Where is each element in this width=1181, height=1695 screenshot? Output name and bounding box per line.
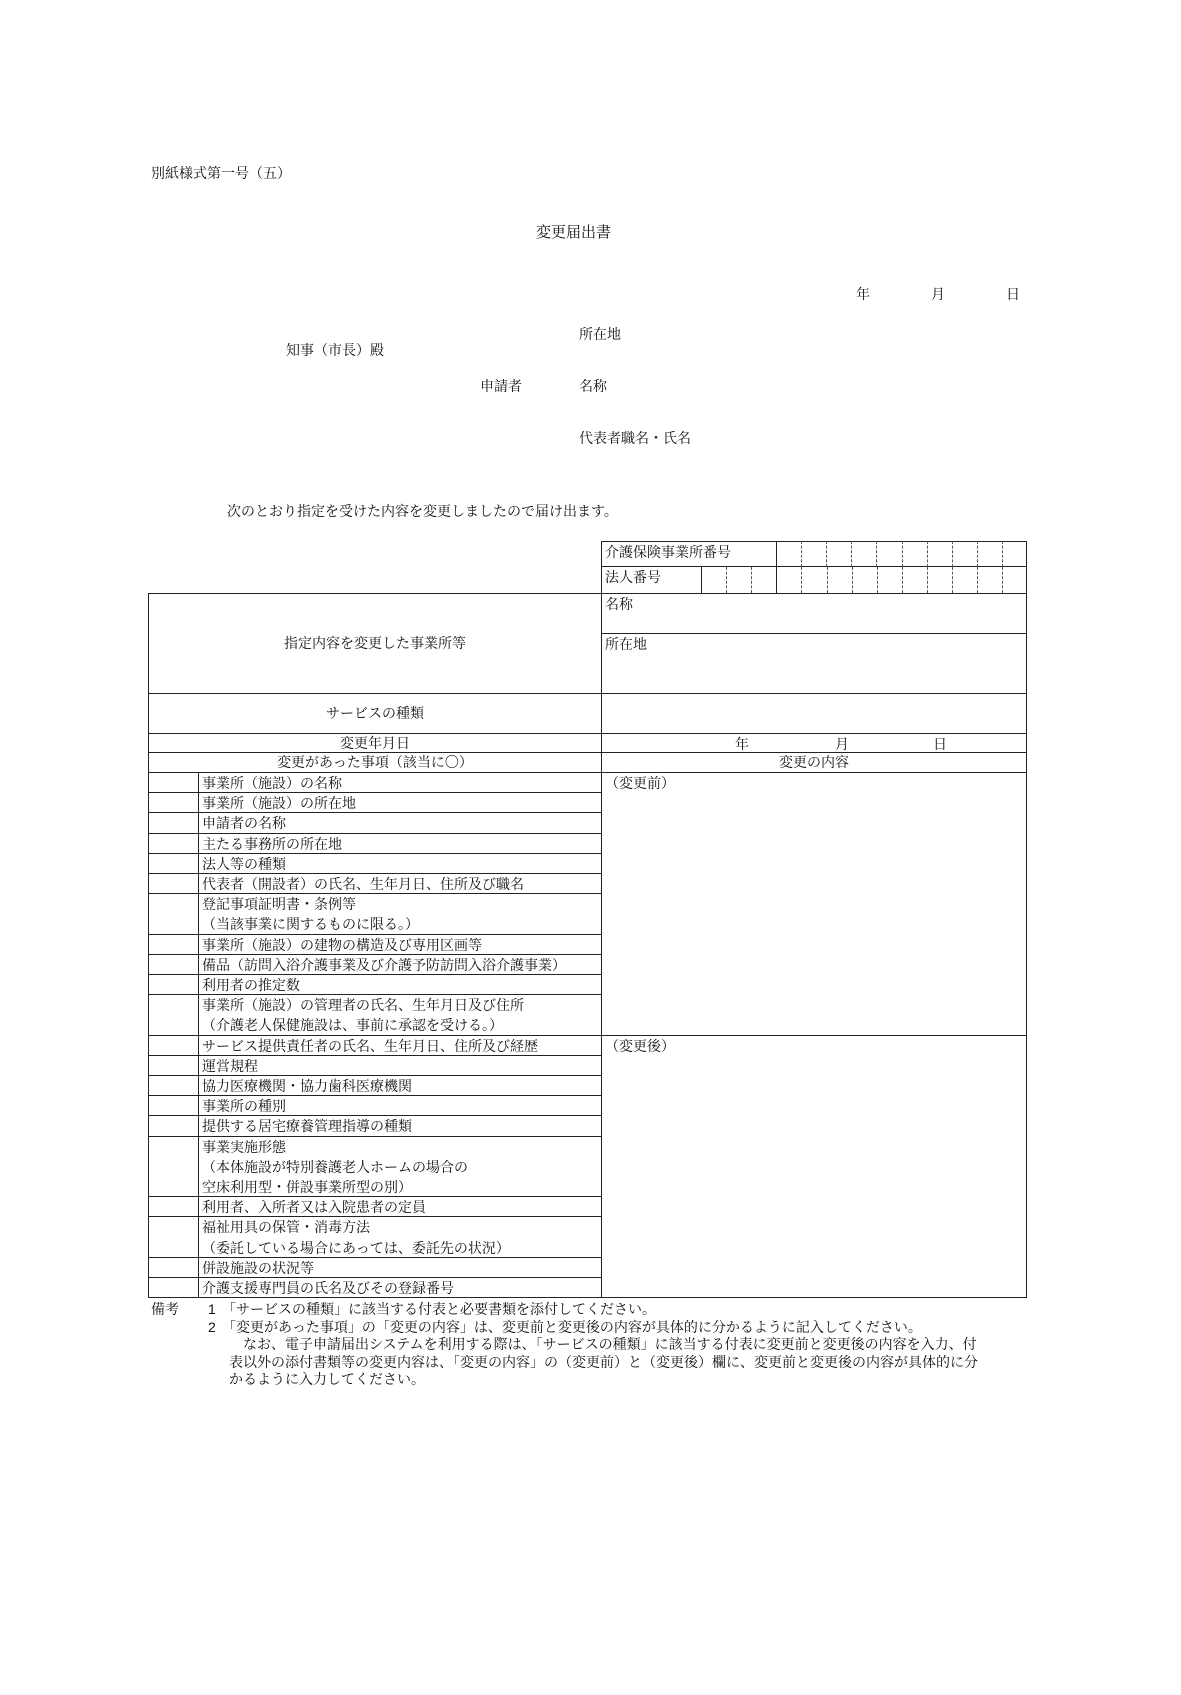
item-check-cell[interactable] [148,853,199,874]
office-name-field[interactable] [601,593,1027,634]
change-item-line: 法人等の種類 [202,855,286,872]
change-item-line: 備品（訪問入浴介護事業及び介護予防訪問入浴介護事業） [202,956,566,973]
items-header: 変更があった事項（該当に〇） [277,754,473,770]
change-item-line: 代表者（開設者）の氏名、生年月日、住所及び職名 [202,876,524,892]
item-check-cell[interactable] [148,1075,199,1096]
item-check-cell[interactable] [148,994,199,1035]
change-item-line: 事業所（施設）の建物の構造及び専用区画等 [202,936,482,953]
digit-cell[interactable] [851,541,876,567]
change-item [198,1257,602,1278]
change-item-line: 福祉用具の保管・消毒方法 [202,1219,370,1236]
digit-cell[interactable] [877,567,902,593]
change-item [198,1115,602,1136]
representative-label: 代表者職名・氏名 [579,430,691,446]
applicant-address-label: 所在地 [579,326,621,342]
before-label: （変更前） [605,775,675,791]
change-item [198,994,602,1035]
item-check-cell[interactable] [148,1257,199,1278]
item-check-cell[interactable] [148,954,199,975]
item-check-cell[interactable] [148,1055,199,1076]
digit-cell[interactable] [977,541,1002,567]
change-date-label: 変更年月日 [340,734,410,751]
remarks-label: 備考 [151,1301,179,1317]
change-item [198,1277,602,1298]
service-type-label: サービスの種類 [326,705,424,721]
remark-line: なお、電子申請届出システムを利用する際は、「サービスの種類」に該当する付表に変更前と変更後の内容を入力、付 [229,1336,977,1352]
digit-cell[interactable] [927,541,952,567]
change-item [198,1075,602,1096]
change-date-field[interactable] [601,733,1027,753]
change-item-line: 利用者、入所者又は入院患者の定員 [202,1199,426,1216]
office-label-cell [148,593,602,694]
digit-cell[interactable] [927,567,952,593]
change-item-line: サービス提供責任者の氏名、生年月日、住所及び経歴 [202,1037,538,1054]
service-type-field[interactable] [601,693,1027,734]
change-item [198,853,602,874]
change-item-line: （当該事業に関するものに限る。） [202,916,419,933]
item-check-cell[interactable] [148,792,199,813]
digit-cell[interactable] [876,541,901,567]
change-item [198,792,602,813]
addressee: 知事（市長）殿 [286,342,384,358]
remark-line: 「サービスの種類」に該当する付表と必要書類を添付してください。 [222,1301,656,1317]
form-id: 別紙様式第一号（五） [151,165,291,181]
change-item [198,1095,602,1116]
digit-cell[interactable] [726,567,751,593]
change-item [198,1196,602,1217]
remark-number: 1 [208,1301,216,1317]
change-item [198,1136,602,1198]
change-item [198,873,602,894]
change-after-field[interactable] [601,1035,1027,1299]
item-check-cell[interactable] [148,1035,199,1056]
change-item-line: 併設施設の状況等 [202,1259,314,1276]
remark-line: 表以外の添付書類等の変更内容は、「変更の内容」の（変更前）と（変更後）欄に、変更前と変更後の内容が具体的に分 [229,1353,978,1370]
change-item-line: 利用者の推定数 [202,977,300,993]
digit-cell[interactable] [902,541,927,567]
items-header-cell [148,752,602,773]
intro-text: 次のとおり指定を受けた内容を変更しましたので届け出ます。 [227,503,618,519]
item-check-cell[interactable] [148,1216,199,1257]
item-check-cell[interactable] [148,893,199,934]
change-item-line: （委託している場合にあっては、委託先の状況） [202,1239,510,1256]
change-date-label-cell [148,733,602,753]
digit-cell[interactable] [1002,567,1027,593]
digit-cell[interactable] [952,567,977,593]
change-item-line: 申請者の名称 [202,815,286,832]
change-item [198,1216,602,1257]
change-item [198,1055,602,1076]
digit-cell[interactable] [852,567,877,593]
change-year-label: 年 [735,736,749,752]
change-item-line: 協力医療機関・協力歯科医療機関 [202,1078,412,1094]
digit-cell[interactable] [826,541,851,567]
change-item [198,1035,602,1056]
digit-cell[interactable] [827,567,852,593]
item-check-cell[interactable] [148,1136,199,1198]
date-day-label: 日 [1006,286,1020,302]
digit-cell[interactable] [776,541,801,567]
item-check-cell[interactable] [148,772,199,793]
item-check-cell[interactable] [148,812,199,833]
digit-cell[interactable] [801,541,826,567]
office-address-label: 所在地 [605,636,647,652]
change-item-line: 事業実施形態 [202,1138,286,1155]
change-before-field[interactable] [601,772,1027,1036]
after-label: （変更後） [605,1037,675,1054]
change-item-line: 事業所（施設）の名称 [202,775,342,791]
remark-line: かるように入力してください。 [229,1371,425,1387]
change-day-label: 日 [933,736,947,752]
change-item-line: （介護老人保健施設は、事前に承認を受ける。） [202,1017,503,1034]
change-item [198,934,602,955]
digit-cell[interactable] [801,567,826,593]
date-year-label: 年 [856,286,870,302]
change-item [198,833,602,854]
office-label: 指定内容を変更した事業所等 [284,635,466,651]
digit-cell[interactable] [751,567,776,593]
digit-cell[interactable] [952,541,977,567]
change-item-line: 登記事項証明書・条例等 [202,896,356,913]
change-item [198,812,602,833]
item-check-cell[interactable] [148,1115,199,1136]
page-title: 変更届出書 [536,224,612,241]
item-check-cell[interactable] [148,934,199,955]
change-item-line: 事業所（施設）の管理者の氏名、生年月日及び住所 [202,997,524,1014]
applicant-name-label: 名称 [579,378,607,394]
change-item-line: 介護支援専門員の氏名及びその登録番号 [202,1280,454,1296]
applicant-label: 申請者 [480,378,522,394]
item-check-cell[interactable] [148,1196,199,1217]
change-item-line: 運営規程 [202,1057,258,1074]
item-check-cell[interactable] [148,873,199,894]
item-check-cell[interactable] [148,1095,199,1116]
item-check-cell[interactable] [148,1277,199,1298]
change-item-line: 主たる事務所の所在地 [202,835,342,852]
item-check-cell[interactable] [148,833,199,854]
change-item-line: 事業所（施設）の所在地 [202,795,356,812]
digit-cell[interactable] [902,567,927,593]
change-month-label: 月 [835,736,849,752]
date-month-label: 月 [931,286,945,302]
change-item-line: 事業所の種別 [202,1098,286,1115]
digit-cell[interactable] [701,567,726,593]
office-address-field[interactable] [601,633,1027,694]
change-item-line: （本体施設が特別養護老人ホームの場合の [202,1158,468,1175]
digit-cell[interactable] [1002,541,1027,567]
remark-line: 「変更があった事項」の「変更の内容」は、変更前と変更後の内容が具体的に分かるように記入してください。 [222,1318,922,1335]
remark-number: 2 [208,1318,216,1335]
change-item-line: 提供する居宅療養管理指導の種類 [202,1118,412,1135]
content-header-cell [601,752,1027,773]
corp-number-label: 法人番号 [605,569,661,585]
change-item [198,954,602,975]
change-item [198,772,602,793]
digit-cell[interactable] [977,567,1002,593]
change-item [198,893,602,934]
service-type-label-cell [148,693,602,734]
change-item [198,974,602,995]
care-number-label: 介護保険事業所番号 [605,544,731,560]
content-header: 変更の内容 [779,754,849,770]
office-name-label: 名称 [605,596,633,612]
item-check-cell[interactable] [148,974,199,995]
change-item-line: 空床利用型・併設事業所型の別） [202,1179,412,1195]
digit-cell[interactable] [776,567,801,593]
